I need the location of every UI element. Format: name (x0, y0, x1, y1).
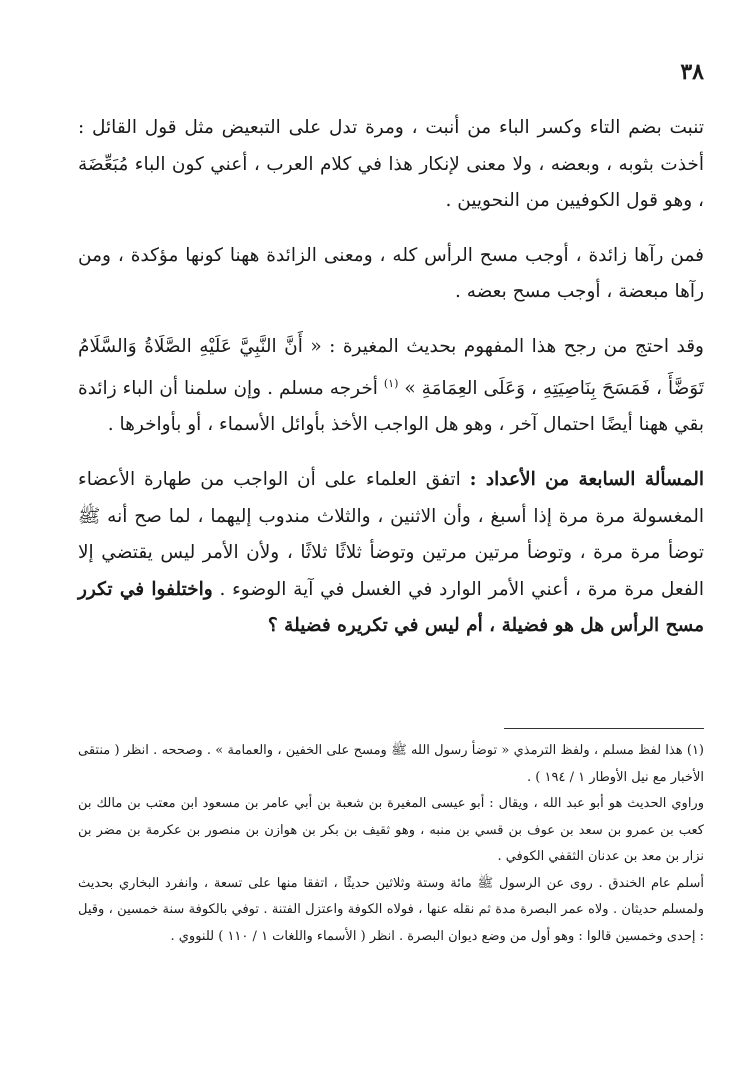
paragraph-1: تنبت بضم التاء وكسر الباء من أنبت ، ومرة تدل على التبعيض مثل قول القائل : أخذت بثوبه ، وبعضه ، ولا معنى لإنكار هذا في كلام العرب ، أعني كون الباء مُبَعِّضَة ، وهو قول الكوفيين من النحويين . (78, 117, 704, 212)
hadith-quote: وقد احتج من رجح هذا المفهوم بحديث المغيرة : « أَنَّ النَّبِيَّ عَلَيْهِ الصَّلَاةُ وَالسَّلَامُ تَوَضَّأَ ، فَمَسَحَ بِنَاصِيَتِهِ ، وَعَلَى العِمَامَةِ » (78, 335, 704, 399)
paragraph-3 (78, 329, 704, 444)
paragraph-4-text: اتفق العلماء على أن الواجب من طهارة الأعضاء المغسولة مرة مرة إذا أسبغ ، وأن الاثنين ، والثلاث مندوب إليهما ، لما صح أنه ﷺ توضأ مرة مرة ، وتوضأ مرتين مرتين وتوضأ ثلاثًا ثلاثًا ، ولأن الأمر ليس يقتضي إلا الفعل مرة مرة ، أعني الأمر الوارد في الغسل في آية الوضوء . (78, 468, 704, 600)
footnote-narrator: وراوي الحديث هو أبو عبد الله ، ويقال : أبو عيسى المغيرة بن شعبة بن أبي عامر بن مسعود ابن معتب بن مالك بن كعب بن عمرو بن سعد بن عوف بن قسي بن منبه ، وهو ثقيف بن بكر بن هوازن بن منصور بن عكرمة بن مضر بن نزار بن معد بن عدنان الثقفي الكوفي . (78, 796, 704, 864)
paragraph-4-question: واختلفوا في تكرر مسح الرأس هل هو فضيلة ، أم ليس في تكريره فضيلة ؟ (78, 578, 704, 637)
main-text (78, 110, 704, 663)
paragraph-2: فمن رآها زائدة ، أوجب مسح الرأس كله ، ومعنى الزائدة ههنا كونها مؤكدة ، ومن رآها مبعضة ، أوجب مسح بعضه . (78, 244, 704, 303)
footnote-biography: أسلم عام الخندق . روى عن الرسول ﷺ مائة وستة وثلاثين حديثًا ، اتفقا منها على تسعة ، وانفرد البخاري بحديث ولمسلم حديثان . ولاه عمر البصرة مدة ثم نقله عنها ، فولاه الكوفة واعتزل الفتنة . توفي بالكوفة سنة خمسين ، وقيل : إحدى وخمسين قالوا : وهو أول من وضع ديوان البصرة . انظر ( الأسماء واللغات ١ / ١١٠ ) للنووي . (78, 875, 704, 944)
page-number: ٣٨ (680, 59, 704, 85)
paragraph-4 (78, 462, 704, 645)
paragraph-3-rest: أخرجه مسلم . وإن سلمنا أن الباء زائدة بقي ههنا أيضًا احتمال آخر ، وهو هل الواجب الأخذ بأوائل الأسماء ، أو بأواخرها . (78, 377, 704, 436)
footnote-1: (١) هذا لفظ مسلم ، ولفظ الترمذي « توضأ رسول الله ﷺ ومسح على الخفين ، والعمامة » . وصححه . انظر ( منتقى الأخبار مع نيل الأوطار ١ / ١٩٤ ) . (78, 743, 704, 785)
section-heading: المسألة السابعة من الأعداد : (469, 468, 704, 490)
footnote-ref-1[interactable]: (١) (383, 376, 399, 390)
footnote-divider (504, 728, 704, 729)
book-page (78, 58, 704, 1058)
footnotes (78, 738, 704, 950)
